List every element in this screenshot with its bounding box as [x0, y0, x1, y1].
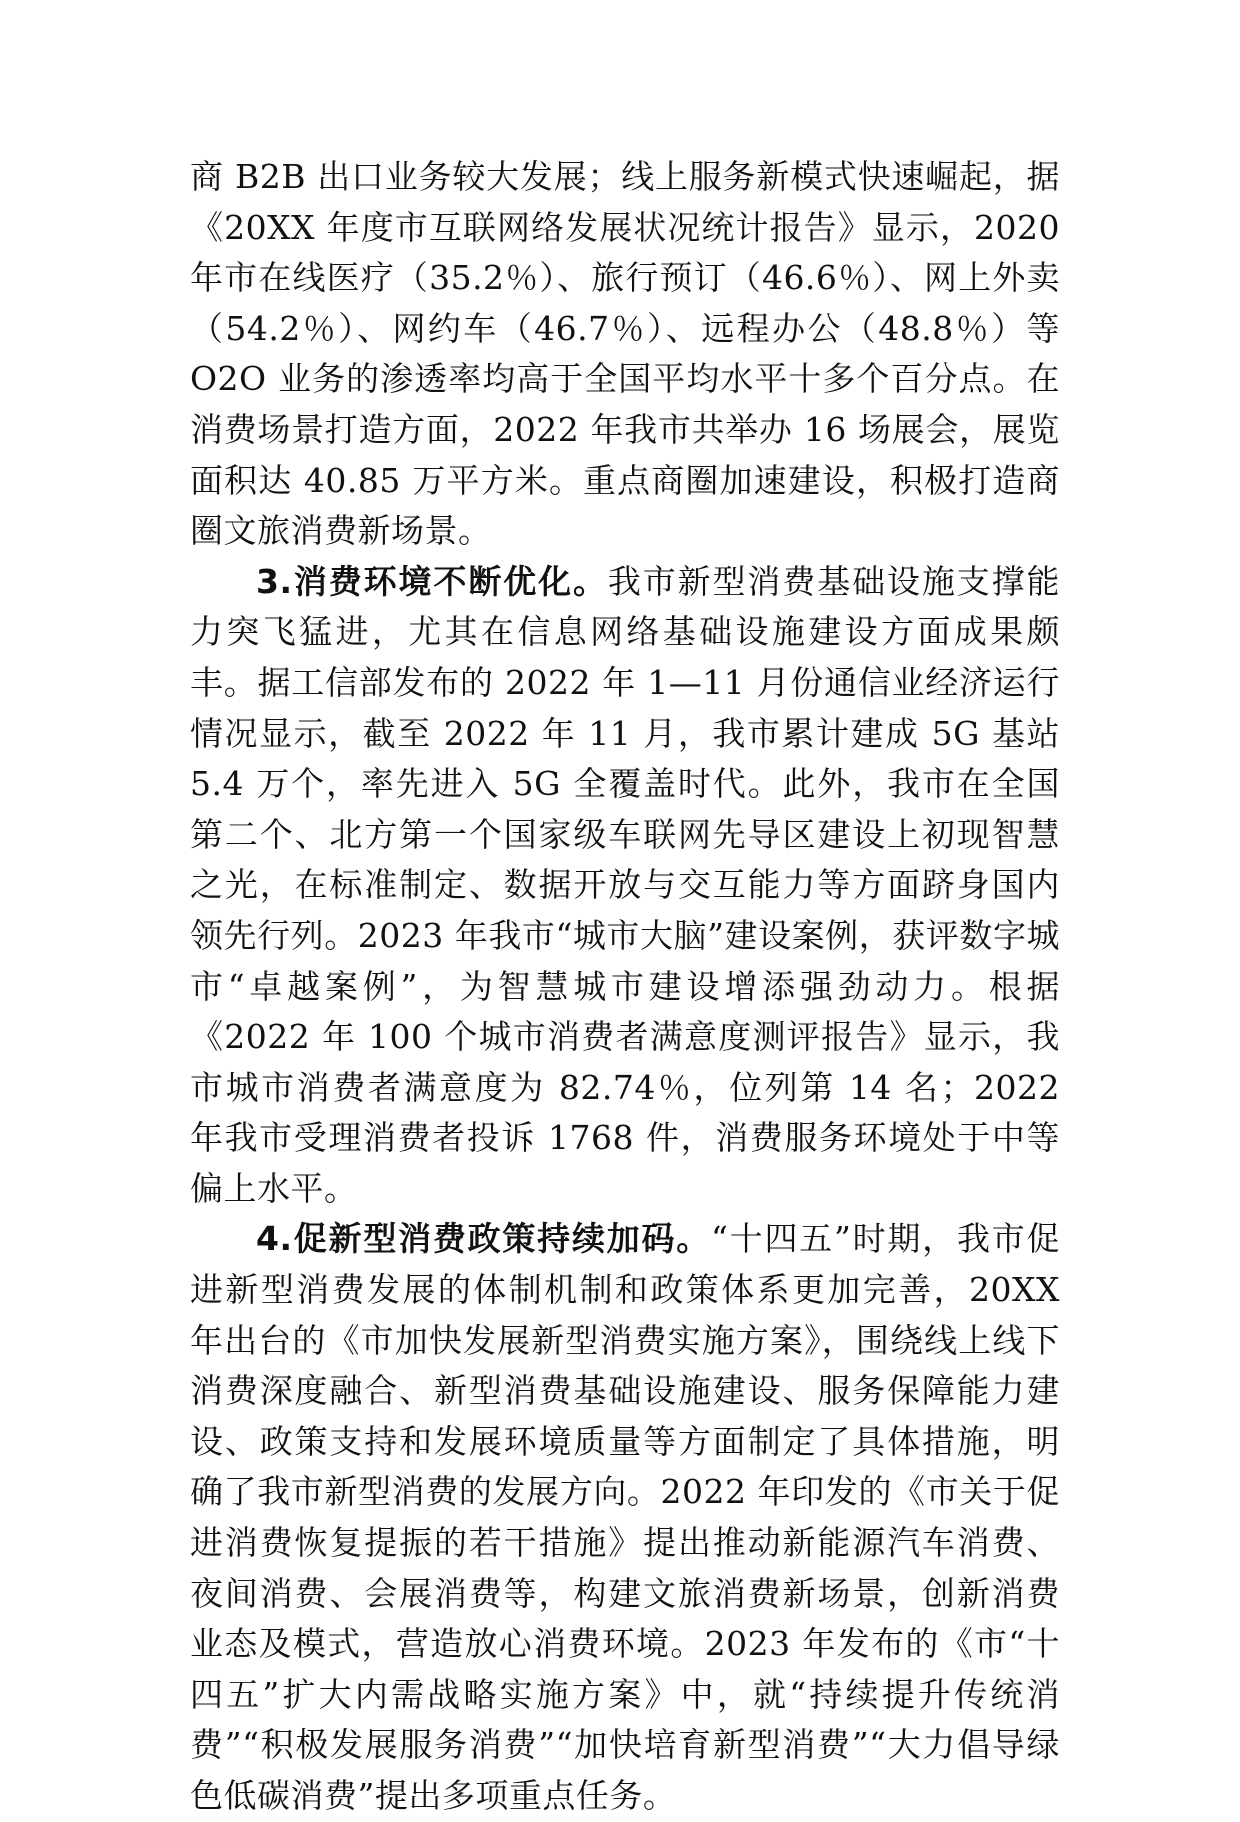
- paragraph-text: 我市新型消费基础设施支撑能力突飞猛进，尤其在信息网络基础设施建设方面成果颇丰。据工信部发布的 2022 年 1—11 月份通信业经济运行情况显示，截至 2022 年 11 月，我市累计建成 5G 基站 5.4 万个，率先进入 5G 全覆盖时代。此外，我市在全国第二个、北方第一个国家级车联网先导区建设上初现智慧之光，在标准制定、数据开放与交互能力等方面跻身国内领先行列。2023 年我市“城市大脑”建设案例，获评数字城市“卓越案例”，为智慧城市建设增添强劲动力。根据《2022 年 100 个城市消费者满意度测评报告》显示，我市城市消费者满意度为 82.74％，位列第 14 名；2022 年我市受理消费者投诉 1768 件，消费服务环境处于中等偏上水平。: [190, 561, 1061, 1208]
- paragraph-consumption-policy: [190, 1214, 1060, 1821]
- document-body: [190, 152, 1060, 1822]
- paragraph-heading: 3.消费环境不断优化。: [256, 561, 608, 601]
- paragraph-consumption-environment: [190, 557, 1060, 1215]
- paragraph-text: “十四五”时期，我市促进新型消费发展的体制机制和政策体系更加完善，20XX 年出台的《市加快发展新型消费实施方案》，围绕线上线下消费深度融合、新型消费基础设施建设、服务保障能力建设、政策支持和发展环境质量等方面制定了具体措施，明确了我市新型消费的发展方向。2022 年印发的《市关于促进消费恢复提振的若干措施》提出推动新能源汽车消费、夜间消费、会展消费等，构建文旅消费新场景，创新消费业态及模式，营造放心消费环境。2023 年发布的《市“十四五”扩大内需战略实施方案》中，就“持续提升传统消费”“积极发展服务消费”“加快培育新型消费”“大力倡导绿色低碳消费”提出多项重点任务。: [190, 1219, 1060, 1815]
- paragraph-continued: [190, 152, 1060, 557]
- paragraph-text: 商 B2B 出口业务较大发展；线上服务新模式快速崛起，据《20XX 年度市互联网络发展状况统计报告》显示，2020 年市在线医疗（35.2％）、旅行预订（46.6％）、网上外卖（54.2％）、网约车（46.7％）、远程办公（48.8％）等 O2O 业务的渗透率均高于全国平均水平十多个百分点。在消费场景打造方面，2022 年我市共举办 16 场展会，展览面积达 40.85 万平方米。重点商圈加速建设，积极打造商圈文旅消费新场景。: [190, 157, 1060, 551]
- paragraph-heading: 4.促新型消费政策持续加码。: [256, 1219, 712, 1259]
